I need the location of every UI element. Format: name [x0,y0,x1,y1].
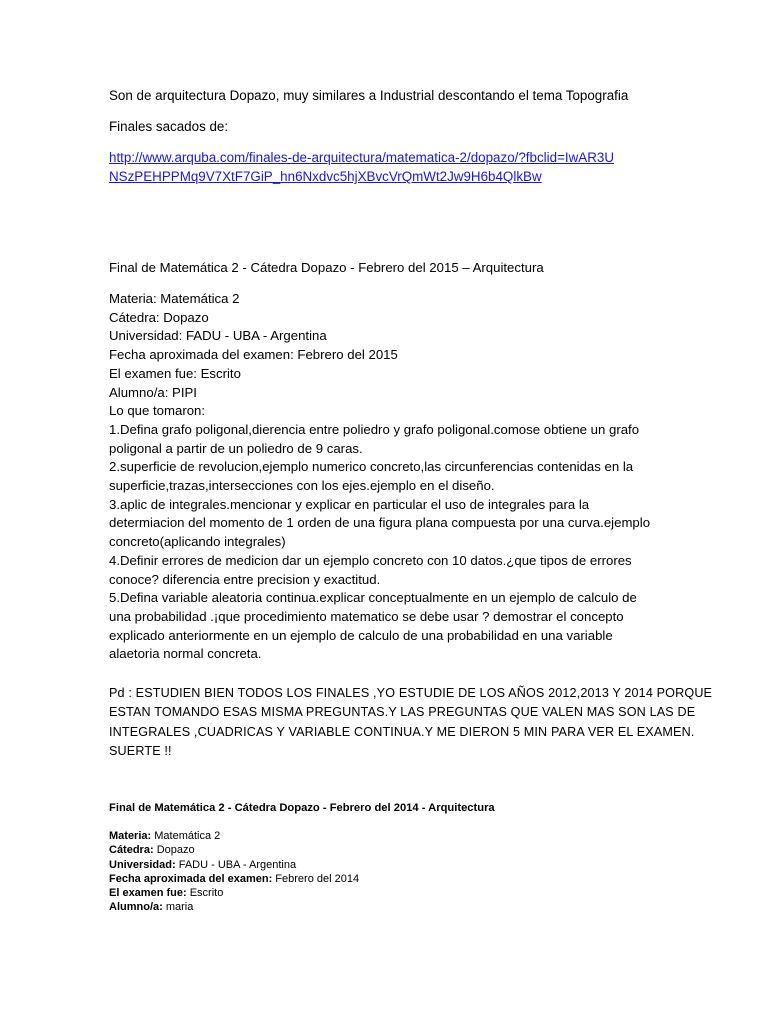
field-alumno [109,900,738,914]
exam2-title: Final de Matemática 2 - Cátedra Dopazo - Febrero del 2014 - Arquitectura [109,802,495,814]
field-value: FADU - UBA - Argentina [178,858,297,871]
exam1-line: explicado anteriormente en un ejemplo de calculo de una probabilidad en una variable [109,627,613,643]
field-label: Alumno/a: [109,901,163,914]
note-line: INTEGRALES ,CUADRICAS Y VARIABLE CONTINUA.Y ME DIERON 5 MIN PARA VER EL EXAMEN. [109,724,695,739]
exam1-line: poligonal a partir de un poliedro de 9 caras. [109,440,363,456]
field-label: Fecha aproximada del examen: [109,872,273,885]
intro-line: Son de arquitectura Dopazo, muy similares a Industrial descontando el tema Topografia [109,88,629,103]
exam1-line: determiacion del momento de 1 orden de una figura plana compuesta por una curva.ejemplo [109,515,651,531]
exam1-line: conoce? diferencia entre precision y exactitud. [109,571,381,587]
exam1-note [109,684,738,762]
exam1-line: una probabilidad .¡que procedimiento matematico se debe usar ? demostrar el concepto [109,608,624,624]
field-materia [109,829,738,843]
exam1-line: concreto(aplicando integrales) [109,534,286,550]
exam1-line: 1.Defina grafo poligonal,dierencia entre poliedro y grafo poligonal.comose obtiene un grafo [109,421,640,437]
field-value: Dopazo [156,844,195,857]
exam1-line: El examen fue: Escrito [109,365,241,381]
field-catedra [109,843,738,857]
field-value: Escrito [189,887,224,900]
exam1-body [109,290,738,664]
exam1-line: Alumno/a: PIPI [109,384,197,400]
field-examen [109,886,738,900]
exam1-line: alaetoria normal concreta. [109,646,262,662]
field-fecha [109,872,738,886]
field-label: Cátedra: [109,844,154,857]
exam1-line: superficie,trazas,intersecciones con los ejes.ejemplo en el diseño. [109,478,495,494]
exam1-line: 4.Definir errores de medicion dar un ejemplo concreto con 10 datos.¿que tipos de errores [109,552,632,568]
note-line: ESTAN TOMANDO ESAS MISMA PREGUNTAS.Y LAS PREGUNTAS QUE VALEN MAS SON LAS DE [109,705,696,720]
exam1-line: Lo que tomaron: [109,403,206,419]
field-value: Febrero del 2014 [275,872,360,885]
field-value: maria [165,901,194,914]
exam1-line: 2.superficie de revolucion,ejemplo numerico concreto,las circunferencias contenidas en la [109,459,634,475]
exam1-line: 5.Defina variable aleatoria continua.explicar conceptualmente en un ejemplo de calculo de [109,590,637,606]
sources-label: Finales sacados de: [109,119,229,134]
field-universidad [109,858,738,872]
exam1-line: Fecha aproximada del examen: Febrero del 2015 [109,347,398,363]
exam2-fields [109,829,738,915]
exam1-line: Universidad: FADU - UBA - Argentina [109,328,327,344]
exam1-line: Cátedra: Dopazo [109,309,209,325]
exam1-title: Final de Matemática 2 - Cátedra Dopazo - Febrero del 2015 – Arquitectura [109,260,544,275]
field-label: Materia: [109,830,152,842]
source-link[interactable]: http://www.arquba.com/finales-de-arquitectura/matematica-2/dopazo/?fbclid=IwAR3UNSzPEHPPMq9V7XtF7GiP_hn6Nxdvc5hjXBvcVrQmWt2Jw9H6b4QlkBw [109,150,614,184]
exam1-line: 3.aplic de integrales.mencionar y explicar en particular el uso de integrales para la [109,496,590,512]
exam1-line: Materia: Matemática 2 [109,291,240,306]
field-label: Universidad: [109,858,176,871]
note-line: SUERTE !! [109,744,172,759]
note-line: Pd : ESTUDIEN BIEN TODOS LOS FINALES ,YO ESTUDIE DE LOS AÑOS 2012,2013 Y 2014 PORQUE [109,686,713,700]
field-label: El examen fue: [109,887,187,900]
field-value: Matemática 2 [154,830,221,842]
